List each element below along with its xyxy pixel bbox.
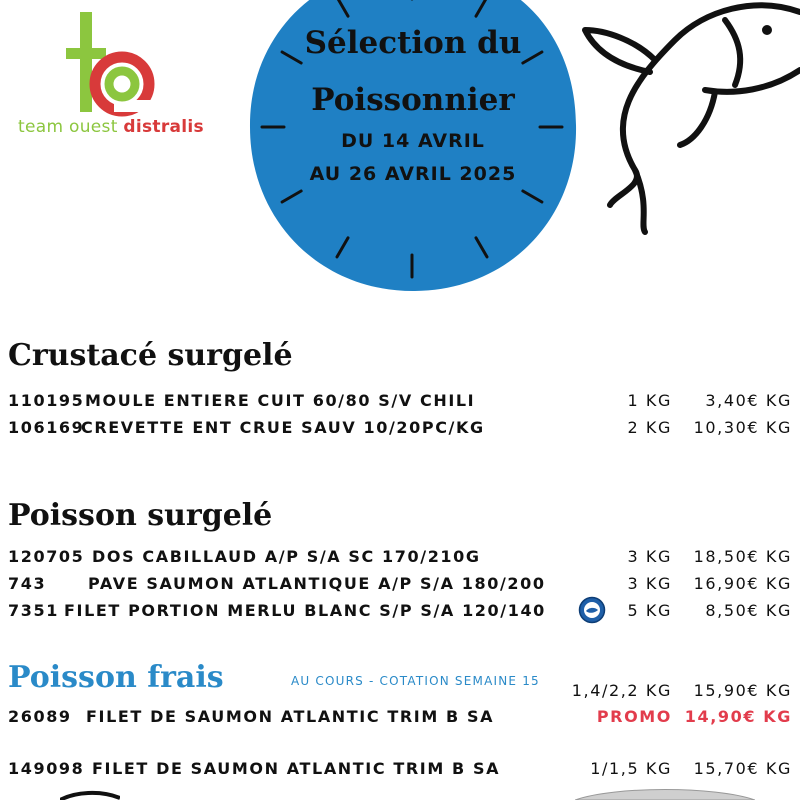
product-description: FILET PORTION MERLU BLANC S/P S/A 120/140 xyxy=(64,601,546,620)
logo-text xyxy=(18,117,204,137)
product-price: 10,30€ KG xyxy=(693,418,792,437)
product-code: 7351 xyxy=(8,601,59,620)
hero-title-line2: Poissonnier xyxy=(311,82,515,118)
table-row xyxy=(8,759,792,783)
product-description: PAVE SAUMON ATLANTIQUE A/P S/A 180/200 xyxy=(88,574,546,593)
section-title-crustace: Crustacé surgelé xyxy=(8,338,293,373)
table-row xyxy=(8,681,792,705)
msc-badge-icon xyxy=(578,596,606,624)
product-price: 18,50€ KG xyxy=(693,547,792,566)
product-description: CREVETTE ENT CRUE SAUV 10/20PC/KG xyxy=(81,418,485,437)
product-quantity: 1 KG xyxy=(627,391,672,410)
section-title-poisson-surgele: Poisson surgelé xyxy=(8,498,273,533)
logo-text-distralis: distralis xyxy=(123,117,204,137)
product-quantity: 1/1,5 KG xyxy=(590,759,672,778)
table-row xyxy=(8,547,792,571)
product-quantity: 3 KG xyxy=(627,574,672,593)
product-code: 149098 xyxy=(8,759,85,778)
table-row xyxy=(8,574,792,598)
product-code: 120705 xyxy=(8,547,85,566)
product-price: 8,50€ KG xyxy=(705,601,792,620)
product-quantity: 2 KG xyxy=(627,418,672,437)
product-code: 26089 xyxy=(8,707,72,726)
table-row xyxy=(8,418,792,442)
product-quantity: 3 KG xyxy=(627,547,672,566)
table-row xyxy=(8,707,792,731)
product-description: FILET DE SAUMON ATLANTIC TRIM B SA xyxy=(92,759,501,778)
fish-icon xyxy=(575,0,800,240)
product-description: MOULE ENTIERE CUIT 60/80 S/V CHILI xyxy=(85,391,476,410)
decorative-shape-right xyxy=(575,786,755,800)
logo-text-team-ouest: team ouest xyxy=(18,117,118,137)
cotation-note: AU COURS - COTATION SEMAINE 15 xyxy=(291,674,540,688)
decorative-shape-left xyxy=(60,790,120,800)
product-quantity: 5 KG xyxy=(627,601,672,620)
section-title-poisson-frais: Poisson frais xyxy=(8,660,224,695)
hero-date-line2: AU 26 AVRIL 2025 xyxy=(309,163,517,185)
promo-price: 14,90€ KG xyxy=(684,707,792,726)
hero-title-line1: Sélection du xyxy=(304,25,522,61)
product-code: 743 xyxy=(8,574,47,593)
product-code: 110195 xyxy=(8,391,85,410)
table-row xyxy=(8,601,792,625)
product-price: 16,90€ KG xyxy=(693,574,792,593)
table-row xyxy=(8,391,792,415)
hero-date-line1: DU 14 AVRIL xyxy=(341,130,485,152)
product-price: 3,40€ KG xyxy=(705,391,792,410)
product-code: 106169 xyxy=(8,418,85,437)
product-price: 15,90€ KG xyxy=(693,681,792,700)
promo-label: PROMO xyxy=(596,707,672,726)
product-price: 15,70€ KG xyxy=(693,759,792,778)
product-description: DOS CABILLAUD A/P S/A SC 170/210G xyxy=(92,547,481,566)
product-quantity: 1,4/2,2 KG xyxy=(571,681,672,700)
product-description: FILET DE SAUMON ATLANTIC TRIM B SA xyxy=(86,707,495,726)
